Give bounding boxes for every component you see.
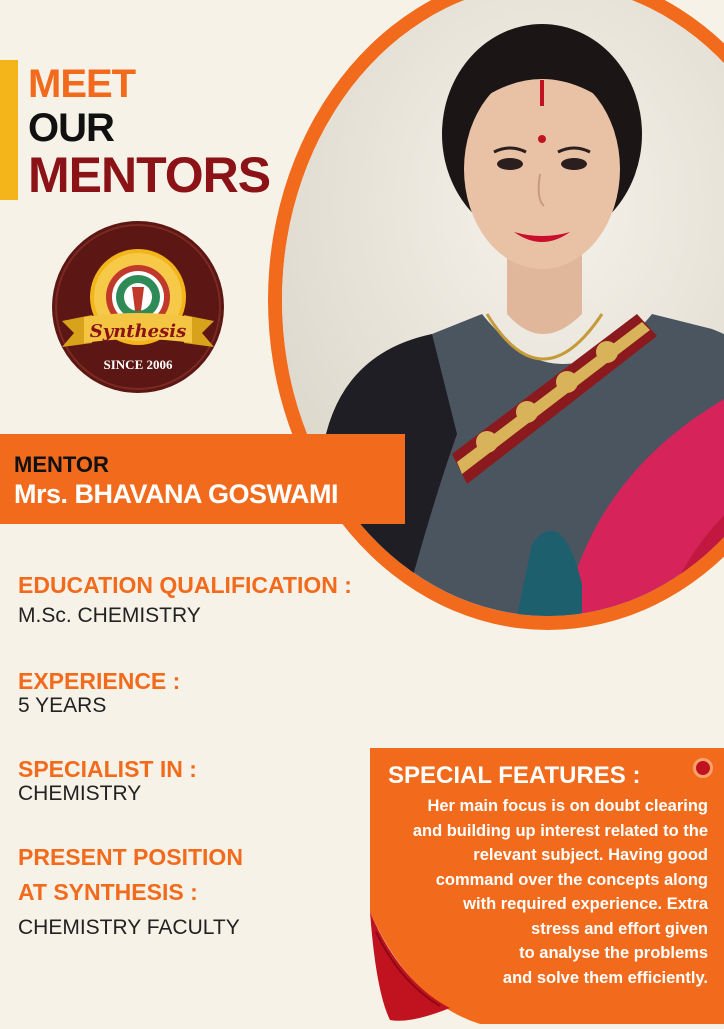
heading-our: OUR bbox=[28, 106, 114, 150]
mentor-label: MENTOR bbox=[14, 452, 109, 477]
experience-value: 5 YEARS bbox=[18, 694, 107, 717]
feature-line: Her main focus is on doubt clearing bbox=[427, 797, 708, 815]
heading-meet: MEET bbox=[28, 62, 136, 106]
mentor-name: Mrs. BHAVANA GOSWAMI bbox=[14, 479, 339, 509]
feature-line: command over the concepts along bbox=[435, 870, 708, 889]
feature-line: with required experience. Extra bbox=[463, 895, 708, 913]
education-label: EDUCATION QUALIFICATION : bbox=[18, 572, 352, 598]
feature-line: to analyse the problems bbox=[519, 944, 708, 962]
decorative-dot-icon bbox=[693, 758, 713, 778]
heading-accent-bar bbox=[0, 60, 18, 200]
experience-label: EXPERIENCE : bbox=[18, 668, 181, 694]
specialist-label: SPECIALIST IN : bbox=[18, 756, 197, 782]
heading-mentors: MENTORS bbox=[28, 147, 271, 203]
feature-line: and solve them efficiently. bbox=[502, 968, 708, 987]
position-value: CHEMISTRY FACULTY bbox=[18, 916, 240, 939]
position-label-line2: AT SYNTHESIS : bbox=[18, 879, 198, 905]
feature-line: stress and effort given bbox=[531, 919, 708, 938]
logo-brand-text: Synthesis bbox=[89, 321, 187, 342]
special-features-text bbox=[380, 794, 708, 990]
feature-line: relevant subject. Having good bbox=[473, 846, 708, 864]
special-features-title: SPECIAL FEATURES : bbox=[388, 762, 641, 789]
education-value: M.Sc. CHEMISTRY bbox=[18, 604, 201, 627]
logo-since-text: SINCE 2006 bbox=[103, 357, 173, 372]
position-label-line1: PRESENT POSITION bbox=[18, 844, 243, 870]
specialist-value: CHEMISTRY bbox=[18, 782, 142, 805]
synthesis-logo bbox=[52, 221, 224, 393]
feature-line: and building up interest related to the bbox=[412, 821, 708, 840]
